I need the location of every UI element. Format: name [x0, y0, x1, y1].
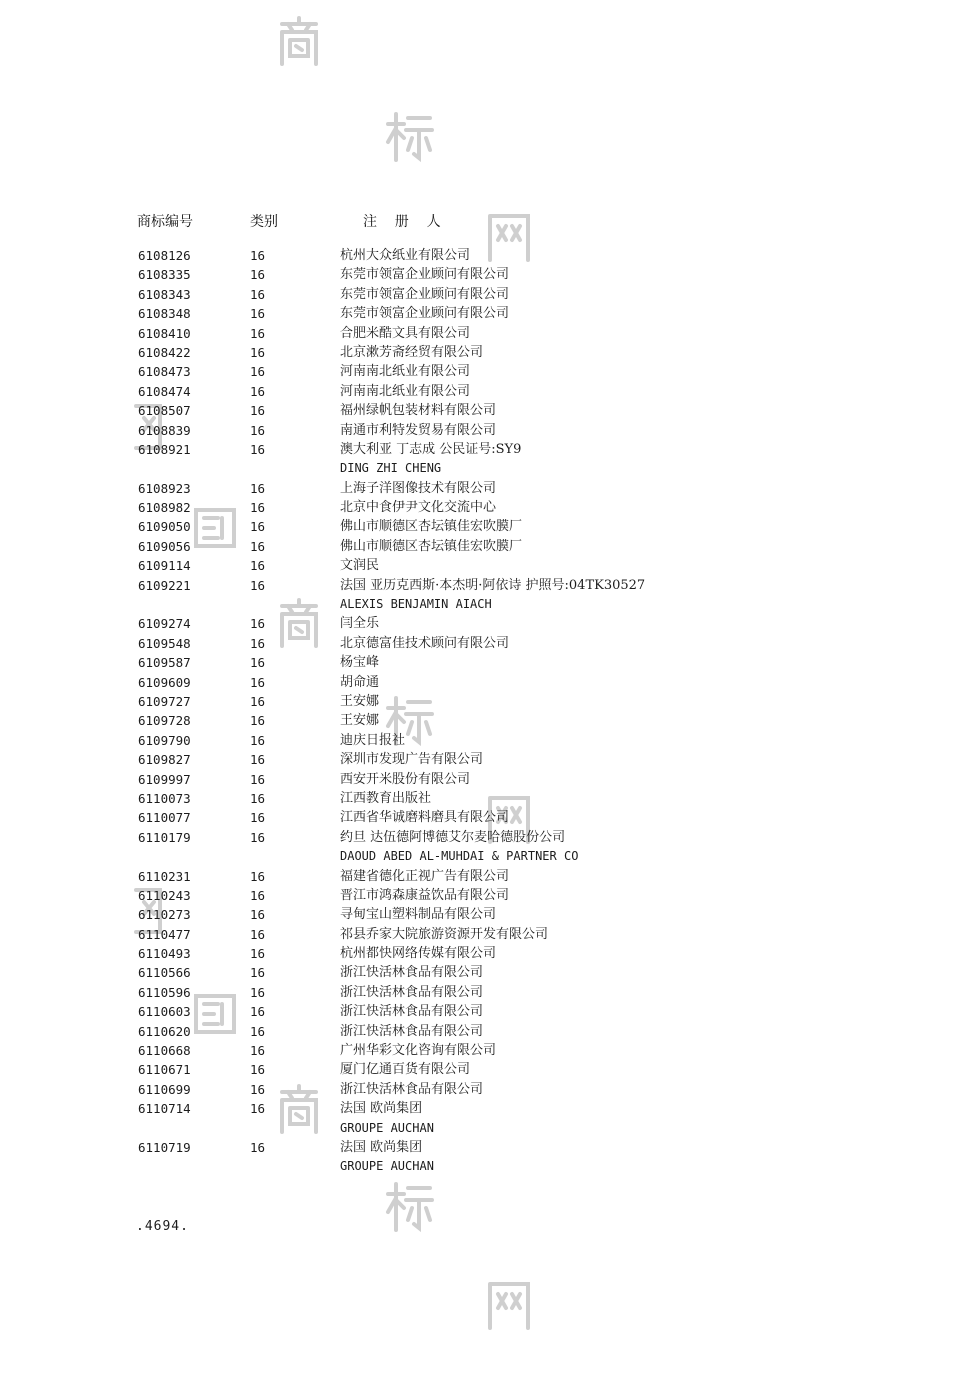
- registrant-name: 河南南北纸业有限公司: [340, 383, 471, 399]
- table-row: [0, 983, 980, 1002]
- registrant-name: 寻甸宝山塑料制品有限公司: [340, 907, 497, 923]
- trademark-number: 6110714: [138, 1101, 191, 1117]
- trademark-class: 16: [250, 558, 266, 574]
- trademark-number: 6110566: [138, 965, 191, 981]
- table-row: [0, 440, 980, 459]
- table-row: [0, 711, 980, 730]
- trademark-number: 6109050: [138, 519, 191, 535]
- registrant-name: 祁县乔家大院旅游资源开发有限公司: [340, 926, 549, 942]
- table-row: [0, 362, 980, 381]
- table-row: [0, 1099, 980, 1118]
- trademark-class: 16: [250, 732, 266, 748]
- table-row: [0, 556, 980, 575]
- table-row-continuation: [0, 1157, 980, 1176]
- trademark-class: 16: [250, 422, 266, 438]
- trademark-class: 16: [250, 441, 266, 457]
- table-body: [0, 246, 980, 1177]
- trademark-class: 16: [250, 248, 266, 263]
- table-row-continuation: [0, 459, 980, 478]
- table-row: [0, 576, 980, 595]
- table-row: [0, 285, 980, 304]
- trademark-number: 6108982: [138, 500, 191, 516]
- trademark-number: 6108343: [138, 286, 191, 302]
- table-row: [0, 1080, 980, 1099]
- trademark-class: 16: [250, 1101, 266, 1117]
- trademark-number: 6108921: [138, 441, 191, 457]
- table-row: [0, 304, 980, 323]
- table-row: [0, 770, 980, 789]
- registrant-name: 合肥米酷文具有限公司: [340, 325, 471, 341]
- table-row: [0, 265, 980, 284]
- trademark-number: 6109548: [138, 635, 191, 651]
- trademark-class: 16: [250, 403, 266, 419]
- registrant-name: 东莞市领富企业顾问有限公司: [340, 286, 510, 302]
- trademark-number: 6109609: [138, 674, 191, 690]
- trademark-class: 16: [250, 655, 266, 671]
- registrant-name: 浙江快活林食品有限公司: [340, 1023, 484, 1039]
- watermark-shang-icon: [274, 14, 324, 68]
- trademark-class: 16: [250, 693, 266, 709]
- column-header-number: 商标编号: [137, 214, 193, 230]
- trademark-number: 6108923: [138, 480, 191, 496]
- trademark-number: 6110273: [138, 907, 191, 923]
- trademark-class: 16: [250, 1004, 266, 1020]
- trademark-class: 16: [250, 500, 266, 516]
- table-row: [0, 479, 980, 498]
- table-row: [0, 731, 980, 750]
- trademark-number: 6110668: [138, 1043, 191, 1059]
- watermark-biao-icon: [384, 1180, 434, 1234]
- trademark-number: 6108126: [138, 248, 191, 263]
- registrant-name: 杭州都快网络传媒有限公司: [340, 946, 497, 962]
- registrant-name: 浙江快活林食品有限公司: [340, 965, 484, 981]
- trademark-class: 16: [250, 926, 266, 942]
- registrant-name-latin: GROUPE AUCHAN: [340, 1120, 434, 1135]
- table-row: [0, 867, 980, 886]
- table-row: [0, 963, 980, 982]
- trademark-number: 6110671: [138, 1062, 191, 1078]
- trademark-number: 6108839: [138, 422, 191, 438]
- trademark-number: 6108507: [138, 403, 191, 419]
- trademark-class: 16: [250, 1023, 266, 1039]
- table-row: [0, 1022, 980, 1041]
- trademark-class: 16: [250, 946, 266, 962]
- registrant-name: 法国 欧尚集团: [340, 1101, 423, 1117]
- trademark-class: 16: [250, 752, 266, 768]
- trademark-class: 16: [250, 364, 266, 380]
- table-row-continuation: [0, 1119, 980, 1138]
- registrant-name: 西安开米股份有限公司: [340, 771, 471, 787]
- table-row: [0, 401, 980, 420]
- table-row: [0, 634, 980, 653]
- trademark-class: 16: [250, 306, 266, 322]
- trademark-number: 6110243: [138, 887, 191, 903]
- trademark-class: 16: [250, 1081, 266, 1097]
- trademark-class: 16: [250, 267, 266, 283]
- registrant-name: 北京中食伊尹文化交流中心: [340, 500, 497, 516]
- trademark-number: 6108422: [138, 344, 191, 360]
- trademark-class: 16: [250, 286, 266, 302]
- page-number: .4694.: [136, 1219, 189, 1234]
- registrant-name-latin: GROUPE AUCHAN: [340, 1159, 434, 1174]
- registrant-name-latin: ALEXIS BENJAMIN AIACH: [340, 597, 492, 612]
- table-row: [0, 673, 980, 692]
- table-row-continuation: [0, 847, 980, 866]
- registrant-name: 深圳市发现广告有限公司: [340, 752, 484, 768]
- trademark-class: 16: [250, 519, 266, 535]
- table-row: [0, 382, 980, 401]
- trademark-number: 6108410: [138, 325, 191, 341]
- registrant-name: 浙江快活林食品有限公司: [340, 1081, 484, 1097]
- table-row: [0, 246, 980, 265]
- registrant-name: 浙江快活林食品有限公司: [340, 1004, 484, 1020]
- trademark-number: 6110493: [138, 946, 191, 962]
- table-row: [0, 614, 980, 633]
- table-row: [0, 498, 980, 517]
- trademark-number: 6108348: [138, 306, 191, 322]
- trademark-number: 6109790: [138, 732, 191, 748]
- table-row: [0, 343, 980, 362]
- table-row: [0, 750, 980, 769]
- registrant-name: 迪庆日报社: [340, 732, 406, 748]
- watermark-wang-icon: [484, 1278, 534, 1332]
- registrant-name: 福州绿帆包装材料有限公司: [340, 403, 497, 419]
- registrant-name: 东莞市领富企业顾问有限公司: [340, 306, 510, 322]
- trademark-class: 16: [250, 538, 266, 554]
- table-header: [0, 211, 980, 231]
- registrant-name: 杭州大众纸业有限公司: [340, 248, 471, 263]
- trademark-class: 16: [250, 771, 266, 787]
- registrant-name: 东莞市领富企业顾问有限公司: [340, 267, 510, 283]
- table-row: [0, 1138, 980, 1157]
- trademark-number: 6109114: [138, 558, 191, 574]
- trademark-class: 16: [250, 907, 266, 923]
- trademark-number: 6110719: [138, 1139, 191, 1155]
- column-header-class: 类别: [250, 214, 278, 230]
- registrant-name: 约旦 达伍德阿博德艾尔麦哈德股份公司: [340, 829, 566, 845]
- trademark-class: 16: [250, 616, 266, 632]
- registrant-name: 上海子洋图像技术有限公司: [340, 480, 497, 496]
- trademark-number: 6109056: [138, 538, 191, 554]
- registrant-name: 法国 欧尚集团: [340, 1139, 423, 1155]
- trademark-number: 6110179: [138, 829, 191, 845]
- registrant-name-latin: DAOUD ABED AL-MUHDAI & PARTNER CO: [340, 849, 579, 864]
- trademark-number: 6110077: [138, 810, 191, 826]
- trademark-number: 6109728: [138, 713, 191, 729]
- trademark-number: 6109587: [138, 655, 191, 671]
- registrant-name: 北京漱芳斋经贸有限公司: [340, 344, 484, 360]
- table-row: [0, 692, 980, 711]
- trademark-class: 16: [250, 577, 266, 593]
- trademark-number: 6109274: [138, 616, 191, 632]
- trademark-number: 6109827: [138, 752, 191, 768]
- registrant-name: 法国 亚历克西斯·本杰明·阿依诗 护照号:04TK30527: [340, 577, 646, 593]
- table-row: [0, 808, 980, 827]
- registrant-name: 文润民: [340, 558, 380, 574]
- trademark-number: 6110231: [138, 868, 191, 884]
- registrant-name: 福建省德化正视广告有限公司: [340, 868, 510, 884]
- trademark-class: 16: [250, 868, 266, 884]
- trademark-class: 16: [250, 383, 266, 399]
- registrant-name: 南通市利特发贸易有限公司: [340, 422, 497, 438]
- table-row: [0, 828, 980, 847]
- trademark-class: 16: [250, 480, 266, 496]
- trademark-number: 6110603: [138, 1004, 191, 1020]
- trademark-number: 6110620: [138, 1023, 191, 1039]
- registrant-name: 王安娜: [340, 713, 380, 729]
- trademark-class: 16: [250, 984, 266, 1000]
- trademark-class: 16: [250, 790, 266, 806]
- table-row: [0, 421, 980, 440]
- trademark-class: 16: [250, 1043, 266, 1059]
- trademark-number: 6108473: [138, 364, 191, 380]
- table-row: [0, 1041, 980, 1060]
- trademark-number: 6110596: [138, 984, 191, 1000]
- trademark-class: 16: [250, 1139, 266, 1155]
- registrant-name: 河南南北纸业有限公司: [340, 364, 471, 380]
- registrant-name: 晋江市鸿森康益饮品有限公司: [340, 887, 510, 903]
- trademark-class: 16: [250, 635, 266, 651]
- trademark-number: 6110477: [138, 926, 191, 942]
- trademark-class: 16: [250, 674, 266, 690]
- registrant-name: 杨宝峰: [340, 655, 380, 671]
- trademark-class: 16: [250, 887, 266, 903]
- trademark-number: 6109221: [138, 577, 191, 593]
- registrant-name-latin: DING ZHI CHENG: [340, 461, 442, 476]
- table-row: [0, 944, 980, 963]
- registrant-name: 佛山市顺德区杏坛镇佳宏吹膜厂: [340, 519, 523, 535]
- table-row: [0, 886, 980, 905]
- table-row-continuation: [0, 595, 980, 614]
- table-row: [0, 789, 980, 808]
- trademark-class: 16: [250, 829, 266, 845]
- registrant-name: 王安娜: [340, 693, 380, 709]
- table-row: [0, 925, 980, 944]
- trademark-class: 16: [250, 325, 266, 341]
- registrant-name: 胡命通: [340, 674, 380, 690]
- trademark-number: 6109727: [138, 693, 191, 709]
- table-row: [0, 537, 980, 556]
- watermark-biao-icon: [384, 110, 434, 164]
- trademark-number: 6109997: [138, 771, 191, 787]
- registrant-name: 江西省华诚磨料磨具有限公司: [340, 810, 510, 826]
- table-row: [0, 653, 980, 672]
- registrant-name: 厦门亿通百货有限公司: [340, 1062, 471, 1078]
- trademark-number: 6110699: [138, 1081, 191, 1097]
- trademark-number: 6108474: [138, 383, 191, 399]
- trademark-class: 16: [250, 1062, 266, 1078]
- trademark-class: 16: [250, 965, 266, 981]
- trademark-number: 6108335: [138, 267, 191, 283]
- table-row: [0, 905, 980, 924]
- registrant-name: 闫全乐: [340, 616, 380, 632]
- trademark-class: 16: [250, 810, 266, 826]
- table-row: [0, 517, 980, 536]
- trademark-class: 16: [250, 713, 266, 729]
- registrant-name: 广州华彩文化咨询有限公司: [340, 1043, 497, 1059]
- trademark-number: 6110073: [138, 790, 191, 806]
- trademark-class: 16: [250, 344, 266, 360]
- registrant-name: 浙江快活林食品有限公司: [340, 984, 484, 1000]
- registrant-name: 北京德富佳技术顾问有限公司: [340, 635, 510, 651]
- table-row: [0, 1002, 980, 1021]
- registrant-name: 佛山市顺德区杏坛镇佳宏吹膜厂: [340, 538, 523, 554]
- table-row: [0, 324, 980, 343]
- registrant-name: 澳大利亚 丁志成 公民证号:SY9: [340, 441, 522, 457]
- table-row: [0, 1060, 980, 1079]
- registrant-name: 江西教育出版社: [340, 790, 432, 806]
- column-header-registrant: 注 册 人: [363, 214, 441, 230]
